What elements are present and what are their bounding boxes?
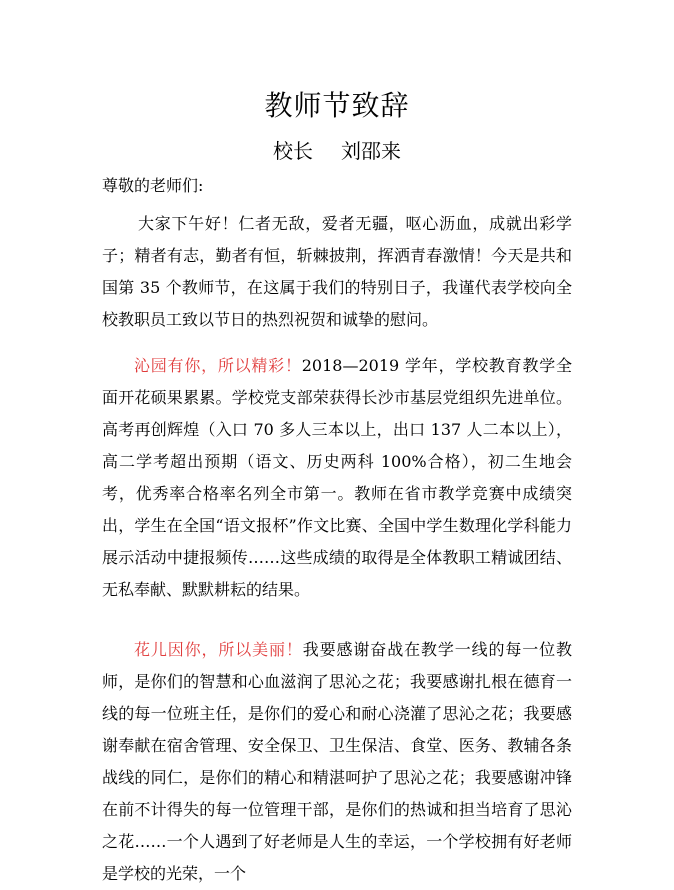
paragraph-thanks [102,634,572,890]
author-name: 刘邵来 [341,139,401,163]
paragraph-text: 2018—2019 学年，学校教育教学全面开花硕果累累。学校党支部荣获得长沙市基层党组织先进单位。高考再创辉煌（入口 70 多人三本以上，出口 137 人二本以上），高二学考超出预期（语文、历史两科 100%合格），初二生地会考，优秀率合格率名列全市第一。教师在省市教学竞赛中成绩突出，学生在全国“语文报杯”作文比赛、全国中学生数理化学科能力展示活动中捷报频传……这些成绩的取得是全体教职工精诚团结、无私奉献、默默耕耘的结果。 [102,356,572,599]
author-line [0,136,674,166]
paragraph-text: 大家下午好！仁者无敌，爱者无疆，呕心沥血，成就出彩学子；精者有志，勤者有恒，斩棘披荆，挥洒青春激情！今天是共和国第 35 个教师节，在这属于我们的特别日子，我谨代表学校向全校教职员工致以节日的热烈祝贺和诚挚的慰问。 [102,214,572,329]
author-role: 校长 [273,139,313,163]
salutation: 尊敬的老师们: [102,176,204,195]
paragraph-highlight: 花儿因你，所以美丽！ [134,640,303,659]
paragraph-achievements [102,350,572,606]
paragraph-text: 我要感谢奋战在教学一线的每一位教师，是你们的智慧和心血滋润了思沁之花；我要感谢扎根在德育一线的每一位班主任，是你们的爱心和耐心浇灌了思沁之花；我要感谢奉献在宿舍管理、安全保卫、卫生保洁、食堂、医务、教辅各条战线的同仁，是你们的精心和精湛呵护了思沁之花；我要感谢冲锋在前不计得失的每一位管理干部，是你们的热诚和担当培育了思沁之花……一个人遇到了好老师是人生的幸运，一个学校拥有好老师是学校的光荣，一个 [102,640,572,883]
page-title: 教师节致辞 [264,89,410,122]
paragraph-greeting [102,208,572,336]
paragraph-highlight: 沁园有你，所以精彩！ [134,356,302,375]
